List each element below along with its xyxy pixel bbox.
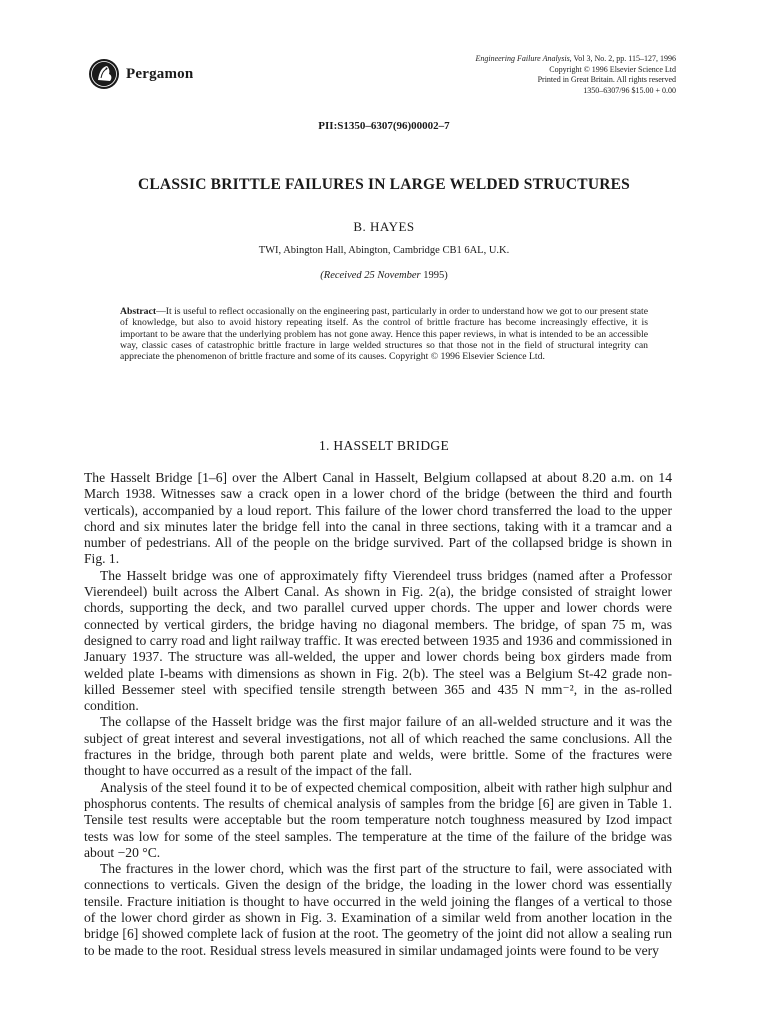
journal-details: Vol 3, No. 2, pp. 115–127, 1996 <box>571 54 676 63</box>
body-paragraph: The fractures in the lower chord, which was the first part of the structure to fail, were associated with connections to verticals. Given the design of the bridge, the loading in the lower chord was essentially tensile. Fracture initiation is thought to have occurred in the weld joining the flanges of a vertical to those of the lower chord girder as shown in Fig. 3. Examination of a similar weld from another location in the bridge [6] showed complete lack of fusion at the root. The geometry of the joint did not allow a sealing run to be made to the root. Residual stress levels measured in similar undamaged joints were found to be very <box>84 861 672 958</box>
received-label: (Received 25 November <box>320 270 421 281</box>
author-name: B. HAYES <box>353 219 415 234</box>
publisher-name: Pergamon <box>126 65 194 82</box>
pii-identifier: PII:S1350–6307(96)00002–7 <box>318 120 450 132</box>
journal-citation <box>475 54 676 65</box>
abstract <box>120 306 648 362</box>
copyright-line: Copyright © 1996 Elsevier Science Ltd <box>549 64 676 74</box>
author-affiliation: TWI, Abington Hall, Abington, Cambridge CB1 6AL, U.K. <box>258 245 510 256</box>
body-paragraph: The Hasselt Bridge [1–6] over the Albert Canal in Hasselt, Belgium collapsed at about 8.20 a.m. on 14 March 1938. Witnesses saw a crack open in a lower chord of the bridge (between the third and fourth verticals), accompanied by a loud report. This failure of the lower chord transferred the load to the upper chord and six minutes later the bridge fell into the canal in three sections, taking with it a tramcar and a number of pedestrians. All of the people on the bridge survived. Part of the collapsed bridge is shown in Fig. 1. <box>84 470 672 567</box>
section-body <box>84 470 672 959</box>
body-paragraph: The Hasselt bridge was one of approximately fifty Vierendeel truss bridges (named after a Professor Vierendeel) built across the Albert Canal. As shown in Fig. 2(a), the bridge consisted of straight lower chords, supporting the deck, and two parallel curved upper chords. The upper and lower chords were connected by vertical girders, the bridge having no diagonal members. The bridge, of span 75 m, was designed to carry road and light railway traffic. It was erected between 1935 and 1936 and commissioned in January 1937. The structure was all-welded, the upper and lower chords being box girders made from welded plate I-beams with dimensions as shown in Fig. 2(b). The steel was a Belgium St-42 grade non-killed Bessemer steel with specified tensile strength between 365 and 435 N mm⁻², in the as-rolled condition. <box>84 567 672 714</box>
received-date <box>0 270 768 281</box>
abstract-label: Abstract <box>120 306 157 317</box>
journal-info <box>475 54 676 96</box>
printed-line: Printed in Great Britain. All rights reserved <box>537 75 676 84</box>
section-heading: 1. HASSELT BRIDGE <box>319 438 449 453</box>
price-line: 1350–6307/96 $15.00 + 0.00 <box>583 85 676 95</box>
pergamon-emblem-icon <box>88 58 120 90</box>
publisher-logo <box>88 58 193 90</box>
journal-name: Engineering Failure Analysis, <box>475 54 572 63</box>
body-paragraph: The collapse of the Hasselt bridge was the first major failure of an all-welded structure and it was the subject of great interest and several investigations, not all of which reached the same conclusions. All the fractures in the bridge, through both parent plate and welds, were brittle. Some of the fractures were thought to have occurred as a result of the impact of the fall. <box>84 714 672 779</box>
received-year: 1995) <box>420 270 448 281</box>
abstract-text: —It is useful to reflect occasionally on the engineering past, particularly in order to understand how we got to our present state of knowledge, but also to avoid history repeating itself. As the control of brittle fracture has become increasingly effective, it is important to be aware that the underlying problem has not gone away. Hence this paper reviews, in what is intended to be an accessible way, classic cases of catastrophic brittle fracture in large welded structures so that those not in the field of structural integrity can appreciate the phenomenon of brittle fracture and some of its causes. Copyright © 1996 Elsevier Science Ltd. <box>120 306 648 363</box>
paper-title: CLASSIC BRITTLE FAILURES IN LARGE WELDED STRUCTURES <box>138 176 630 193</box>
body-paragraph: Analysis of the steel found it to be of expected chemical composition, albeit with rather high sulphur and phosphorus contents. The results of chemical analysis of samples from the bridge [6] are given in Table 1. Tensile test results were acceptable but the room temperature notch toughness measured by Izod impact tests was low for some of the steel samples. The temperature at the time of the failure of the bridge was about −20 °C. <box>84 779 672 860</box>
